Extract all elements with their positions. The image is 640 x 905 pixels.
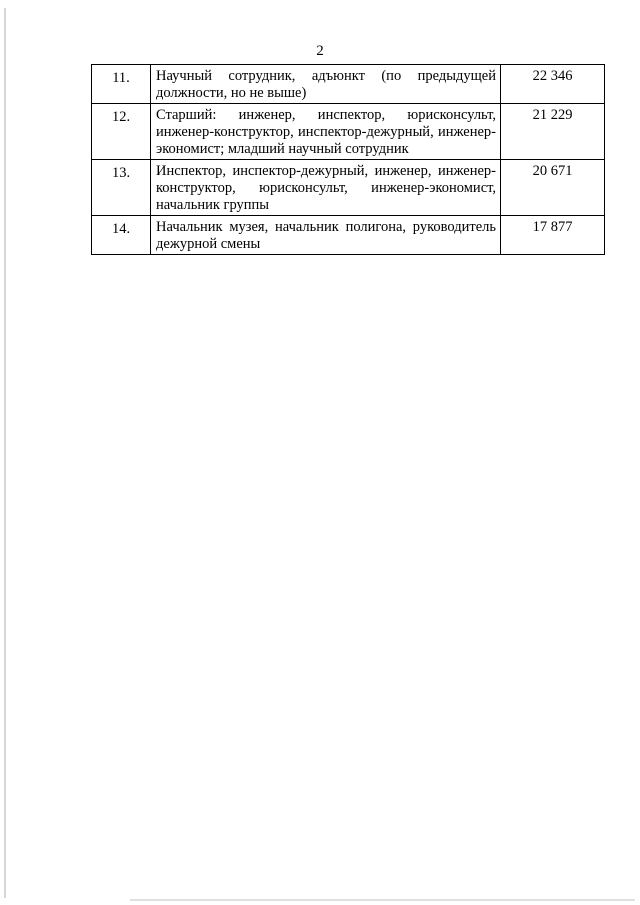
row-number: 12. xyxy=(92,104,151,160)
position-title: Научный сотрудник, адъюнкт (по предыдущей должности, но не выше) xyxy=(151,65,501,104)
salary-amount: 20 671 xyxy=(532,163,573,179)
page-edge-left xyxy=(4,8,6,898)
row-number: 14. xyxy=(92,216,151,255)
salary-amount: 21 229 xyxy=(532,107,573,123)
table-row xyxy=(92,216,605,255)
salary-value xyxy=(501,104,605,160)
row-number: 13. xyxy=(92,160,151,216)
salary-value xyxy=(501,216,605,255)
salary-amount: 22 346 xyxy=(532,68,573,84)
salary-value xyxy=(501,65,605,104)
row-number: 11. xyxy=(92,65,151,104)
salary-table xyxy=(91,64,605,255)
position-title: Старший: инженер, инспектор, юрисконсульт, инженер-конструктор, инспектор-дежурный, инженер-экономист; младший научный сотрудник xyxy=(151,104,501,160)
salary-amount: 17 877 xyxy=(532,219,573,235)
table-row xyxy=(92,104,605,160)
table-row xyxy=(92,65,605,104)
table-row xyxy=(92,160,605,216)
position-title: Инспектор, инспектор-дежурный, инженер, инженер-конструктор, юрисконсульт, инженер-экономист, начальник группы xyxy=(151,160,501,216)
page-edge-bottom xyxy=(130,899,635,901)
page-number: 2 xyxy=(316,43,324,59)
position-title: Начальник музея, начальник полигона, руководитель дежурной смены xyxy=(151,216,501,255)
salary-value xyxy=(501,160,605,216)
